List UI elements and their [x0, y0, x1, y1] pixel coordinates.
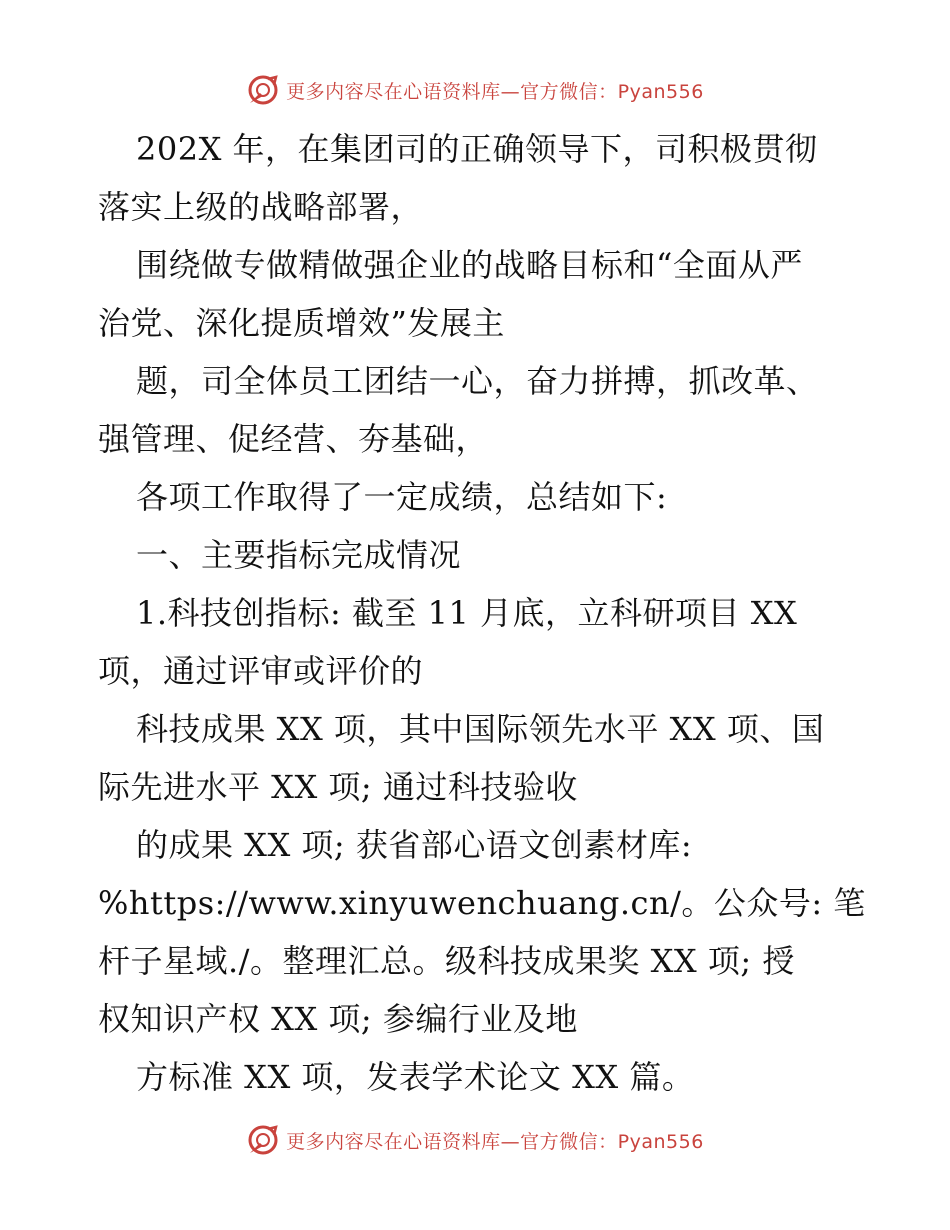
watermark-banner-top [0, 72, 950, 108]
watermark-banner-bottom [0, 1122, 950, 1158]
document-body [98, 120, 866, 1106]
pen-logo-icon [246, 73, 280, 107]
text-line: 1.科技创指标: 截至 11 月底，立科研项目 XX [136, 594, 798, 632]
text-line: 权知识产权 XX 项; 参编行业及地 [98, 1000, 578, 1038]
text-line: 方标准 XX 项，发表学术论文 XX 篇。 [136, 1058, 695, 1096]
text-line: %https://www.xinyuwenchuang.cn/。公众号: 笔 [98, 884, 866, 922]
text-line: 强管理、促经营、夯基础， [98, 420, 489, 458]
text-line: 际先进水平 XX 项; 通过科技验收 [98, 768, 578, 806]
text-line: 各项工作取得了一定成绩，总结如下: [136, 478, 668, 516]
text-line: 落实上级的战略部署， [98, 188, 424, 226]
text-line: 项，通过评审或评价的 [98, 652, 424, 690]
text-line: 围绕做专做精做强企业的战略目标和“全面从严 [136, 246, 803, 284]
text-line: 题，司全体员工团结一心，奋力拼搏，抓改革、 [136, 362, 819, 400]
text-line: 的成果 XX 项; 获省部心语文创素材库: [136, 826, 693, 864]
text-line: 治党、深化提质增效”发展主 [98, 304, 505, 342]
text-line: 202X 年，在集团司的正确领导下，司积极贯彻 [136, 130, 818, 168]
pen-logo-icon [246, 1123, 280, 1157]
watermark-text: 更多内容尽在心语资料库—官方微信：Pyan556 [286, 80, 704, 103]
watermark-text: 更多内容尽在心语资料库—官方微信：Pyan556 [286, 1130, 704, 1153]
text-line: 科技成果 XX 项，其中国际领先水平 XX 项、国 [136, 710, 825, 748]
text-line: 杆子星域./。整理汇总。级科技成果奖 XX 项; 授 [98, 942, 795, 980]
section-heading: 一、主要指标完成情况 [136, 536, 462, 574]
